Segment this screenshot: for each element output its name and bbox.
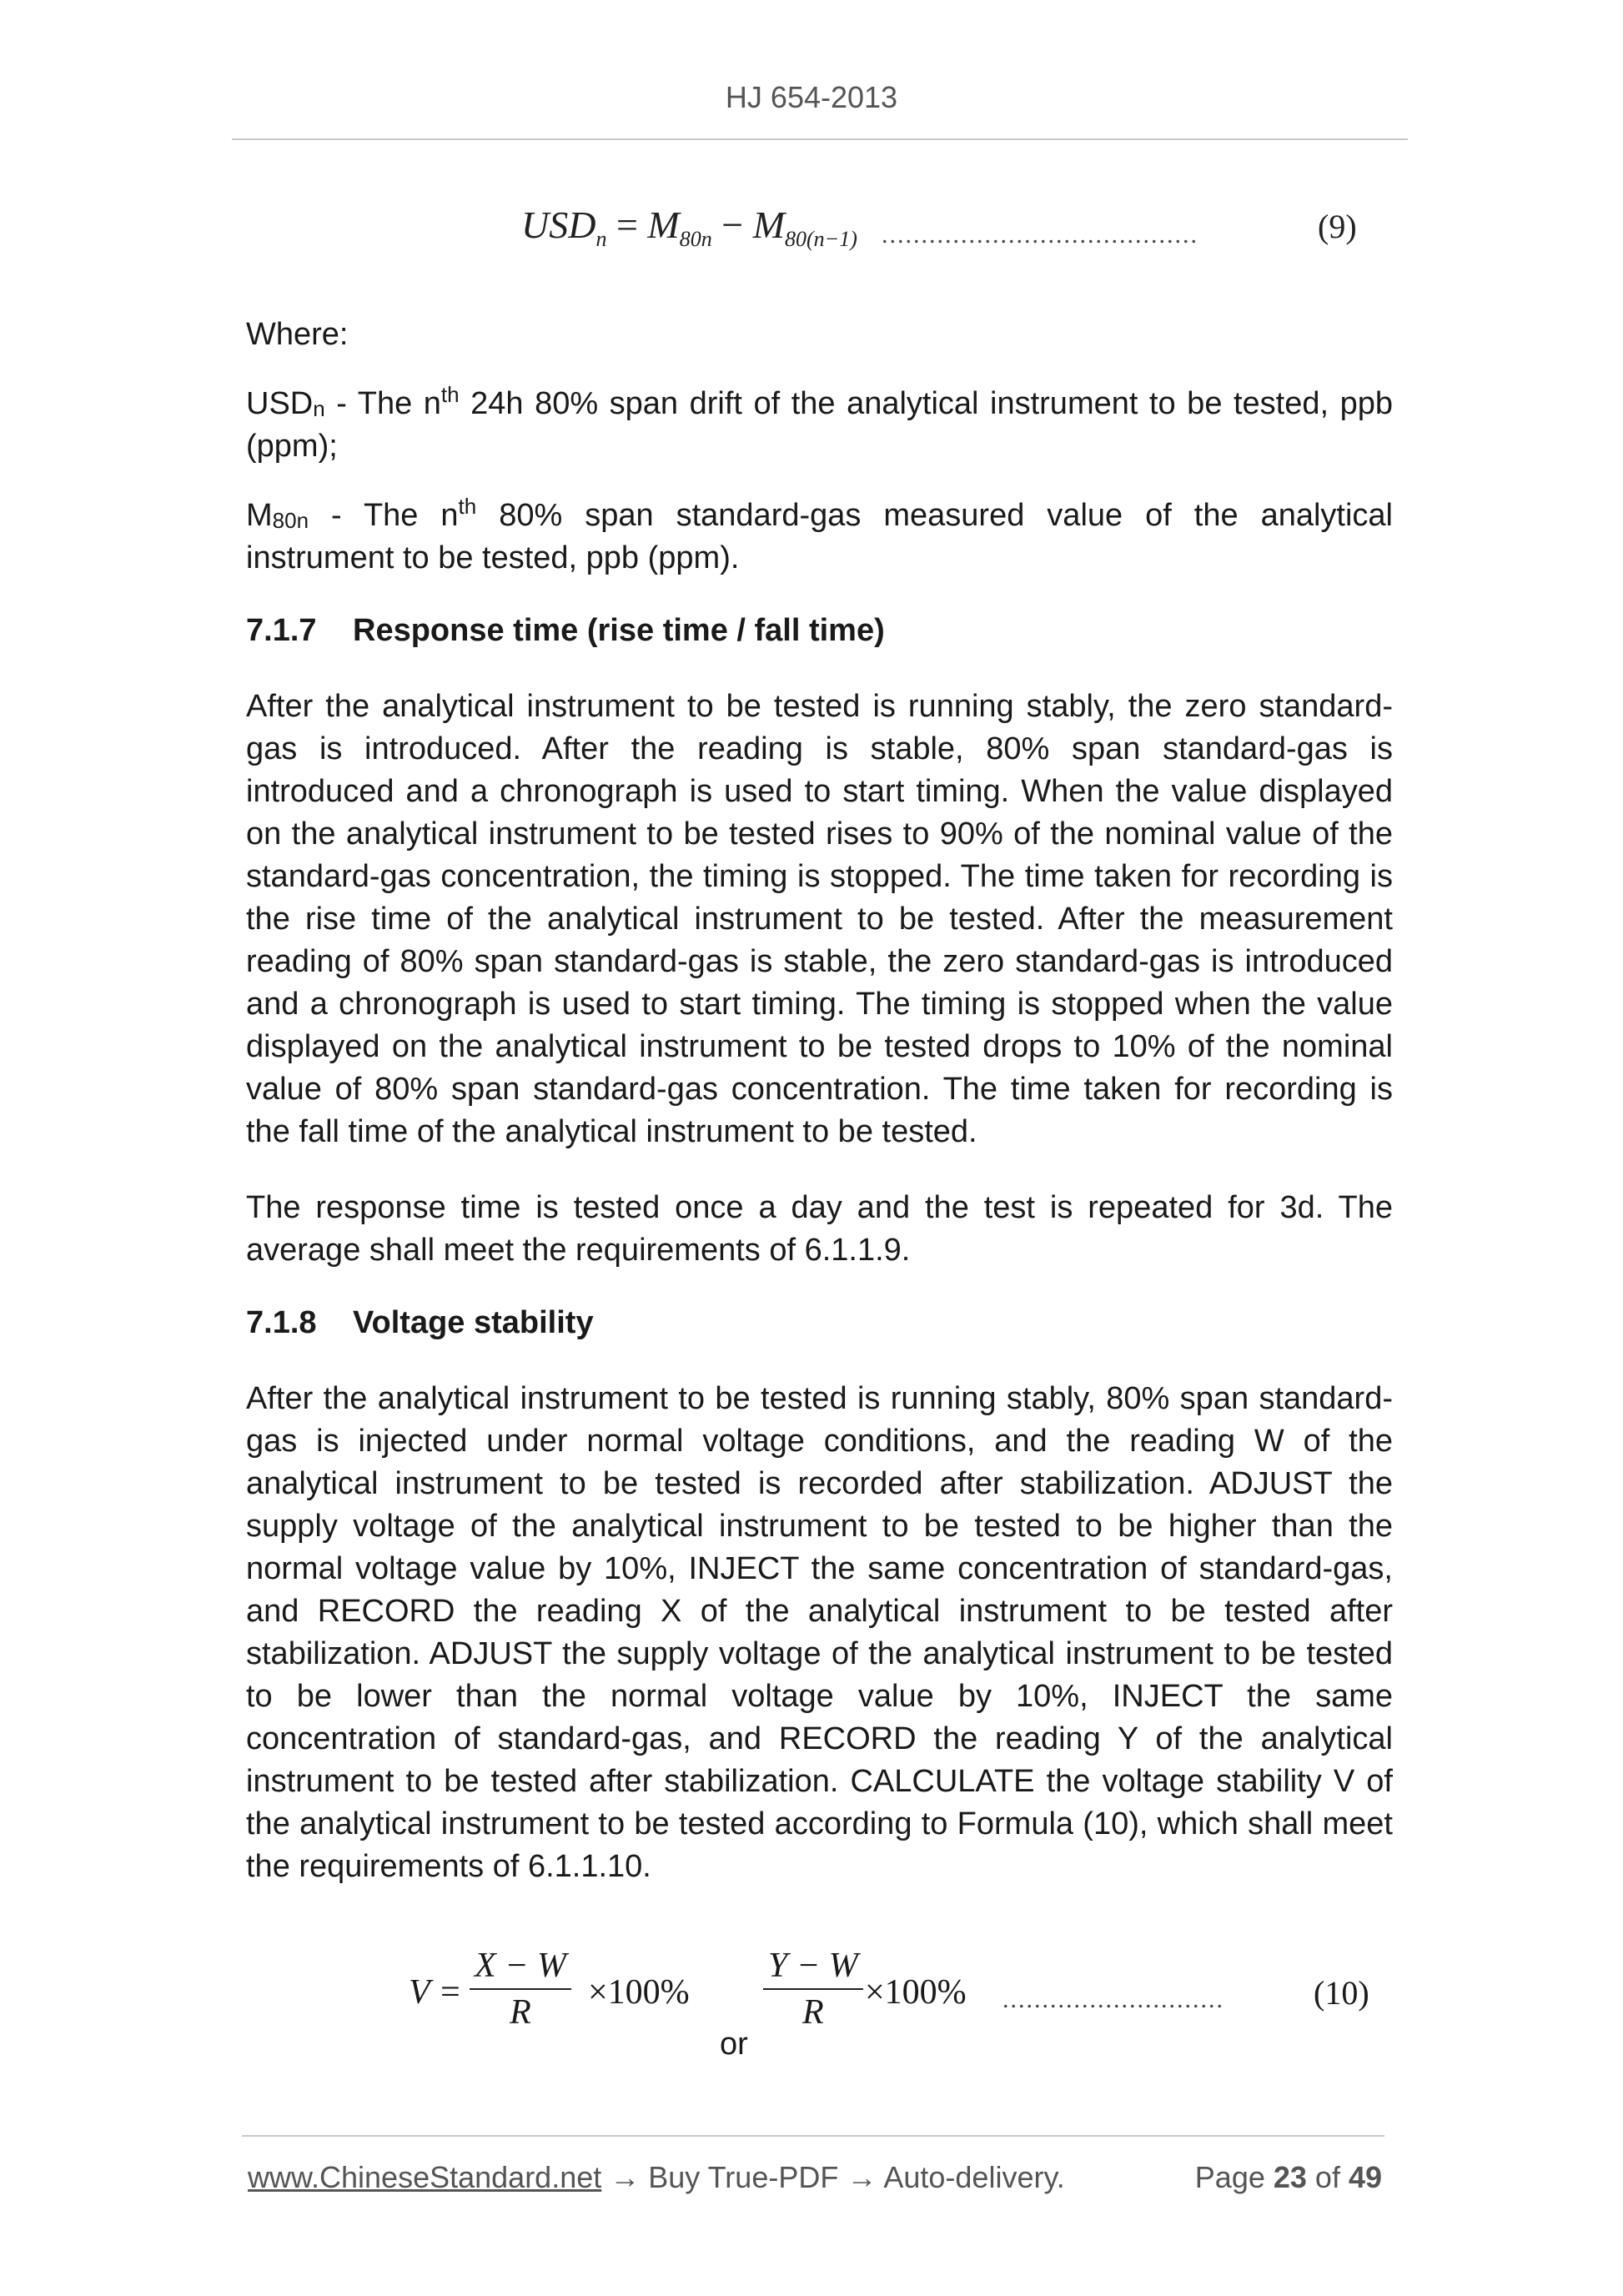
eq10-frac1-numerator: X − W xyxy=(470,1945,571,1990)
section-heading-7-1-7 xyxy=(246,610,1393,652)
of-label: of xyxy=(1306,2160,1349,2194)
eq9-term-b-sub: 80(n−1) xyxy=(785,227,857,252)
buy-true-pdf-text: Buy True-PDF xyxy=(648,2160,839,2194)
page-content xyxy=(246,183,1393,2102)
term-usdn-symbol: USD xyxy=(246,386,314,421)
section-number-7-1-7: 7.1.7 xyxy=(246,613,317,648)
term-usdn-sup: th xyxy=(440,382,460,407)
term-m80n-dash: - The n xyxy=(309,498,459,533)
eq10-percent-1: ×100% xyxy=(588,1973,690,2012)
eq10-lhs: V = xyxy=(409,1973,462,2012)
document-header: HJ 654-2013 xyxy=(725,80,898,114)
footer-divider xyxy=(242,2135,1384,2137)
page-number: 23 xyxy=(1273,2160,1307,2194)
paragraph-response-time: After the analytical instrument to be tested is running stably, the zero standard-gas is introduced. After the reading is stable, 80% span standard-gas is introduced and a chronograph is used to start timing. When the value displayed on the analytical instrument to be tested rises to 90% of the nominal value of the standard-gas concentration, the timing is stopped. The time taken for recording is the rise time of the analytical instrument to be tested. After the measurement reading of 80% span standard-gas is stable, the zero standard-gas is introduced and a chronograph is used to start timing. The timing is stopped when the value displayed on the analytical instrument to be tested drops to 10% of the nominal value of 80% span standard-gas concentration. The time taken for recording is the fall time of the analytical instrument to be tested. xyxy=(246,689,1393,1149)
eq10-number: (10) xyxy=(1314,1974,1369,2012)
equation-9 xyxy=(246,183,1393,275)
eq10-frac2-numerator: Y − W xyxy=(763,1945,863,1990)
section-number-7-1-8: 7.1.8 xyxy=(246,1305,317,1340)
eq9-number: (9) xyxy=(1318,208,1357,245)
page-indicator xyxy=(1195,2160,1382,2195)
term-usdn-text: 24h 80% span drift of the analytical instrument to be tested, ppb (ppm); xyxy=(246,386,1393,464)
equation-10 xyxy=(246,1935,1393,2102)
eq10-or: or xyxy=(720,2027,748,2062)
eq10-fraction-2 xyxy=(763,1945,863,2035)
eq10-leader-dots: ............................ xyxy=(1002,1986,1224,2013)
term-m80n-text: 80% span standard-gas measured value of the analytical instrument to be tested, ppb (ppm). xyxy=(246,498,1393,575)
term-m80n xyxy=(246,495,1393,580)
paragraph-voltage-stability: After the analytical instrument to be tested is running stably, 80% span standard-gas is injected under normal voltage conditions, and the reading W of the analytical instrument to be tested is recorded after stabilization. ADJUST the supply voltage of the analytical instrument to be tested to be higher than the normal voltage value by 10%, INJECT the same concentration of standard-gas, and RECORD the reading X of the analytical instrument to be tested after stabilization. ADJUST the supply voltage of the analytical instrument to be tested to be lower than the normal voltage value by 10%, INJECT the same concentration of standard-gas, and RECORD the reading Y of the analytical instrument to be tested after stabilization. CALCULATE the voltage stability V of the analytical instrument to be tested according to Formula (10), which shall meet the requirements of 6.1.1.10. xyxy=(246,1381,1393,1884)
eq9-lhs: USD xyxy=(521,203,596,246)
section-title-7-1-8: Voltage stability xyxy=(353,1305,594,1340)
paragraph-response-repeat: The response time is tested once a day and the test is repeated for 3d. The average shall meet the requirements of 6.1.1.9. xyxy=(246,1190,1393,1268)
eq9-leader-dots: ........................................ xyxy=(882,221,1198,249)
header-divider xyxy=(232,138,1408,140)
term-m80n-symbol-sub: 80n xyxy=(272,508,309,533)
eq9-minus: − xyxy=(721,203,744,246)
eq10-frac1-denominator: R xyxy=(510,1993,531,2032)
term-usdn-dash: - The n xyxy=(324,386,441,421)
term-m80n-sup: th xyxy=(458,494,477,519)
term-usdn-symbol-sub: n xyxy=(313,396,325,421)
section-heading-7-1-8 xyxy=(246,1302,1393,1344)
page-label: Page xyxy=(1194,2160,1274,2194)
where-label: Where: xyxy=(246,317,349,352)
term-m80n-symbol: M xyxy=(246,498,273,533)
page-footer xyxy=(248,2160,1382,2195)
eq9-term-b: M xyxy=(752,203,786,246)
footer-arrow-2: → xyxy=(838,2160,884,2194)
page-total: 49 xyxy=(1348,2160,1382,2194)
equation-9-formula: $USD_n = M_{80n} - M_{80(n-1)}$ xyxy=(521,203,857,252)
auto-delivery-text: Auto-delivery. xyxy=(883,2160,1065,2194)
term-usdn xyxy=(246,383,1393,468)
eq10-frac2-denominator: R xyxy=(802,1993,824,2032)
eq10-fraction-1 xyxy=(470,1945,571,2035)
website-link[interactable]: www.ChineseStandard.net xyxy=(248,2160,602,2194)
eq9-term-a: M xyxy=(647,203,680,246)
eq10-percent-2: ×100% xyxy=(865,1973,967,2012)
eq9-term-a-sub: 80n xyxy=(679,227,712,252)
section-title-7-1-7: Response time (rise time / fall time) xyxy=(353,613,885,648)
eq9-lhs-sub: n xyxy=(595,227,607,252)
footer-arrow-1: → xyxy=(601,2160,649,2194)
